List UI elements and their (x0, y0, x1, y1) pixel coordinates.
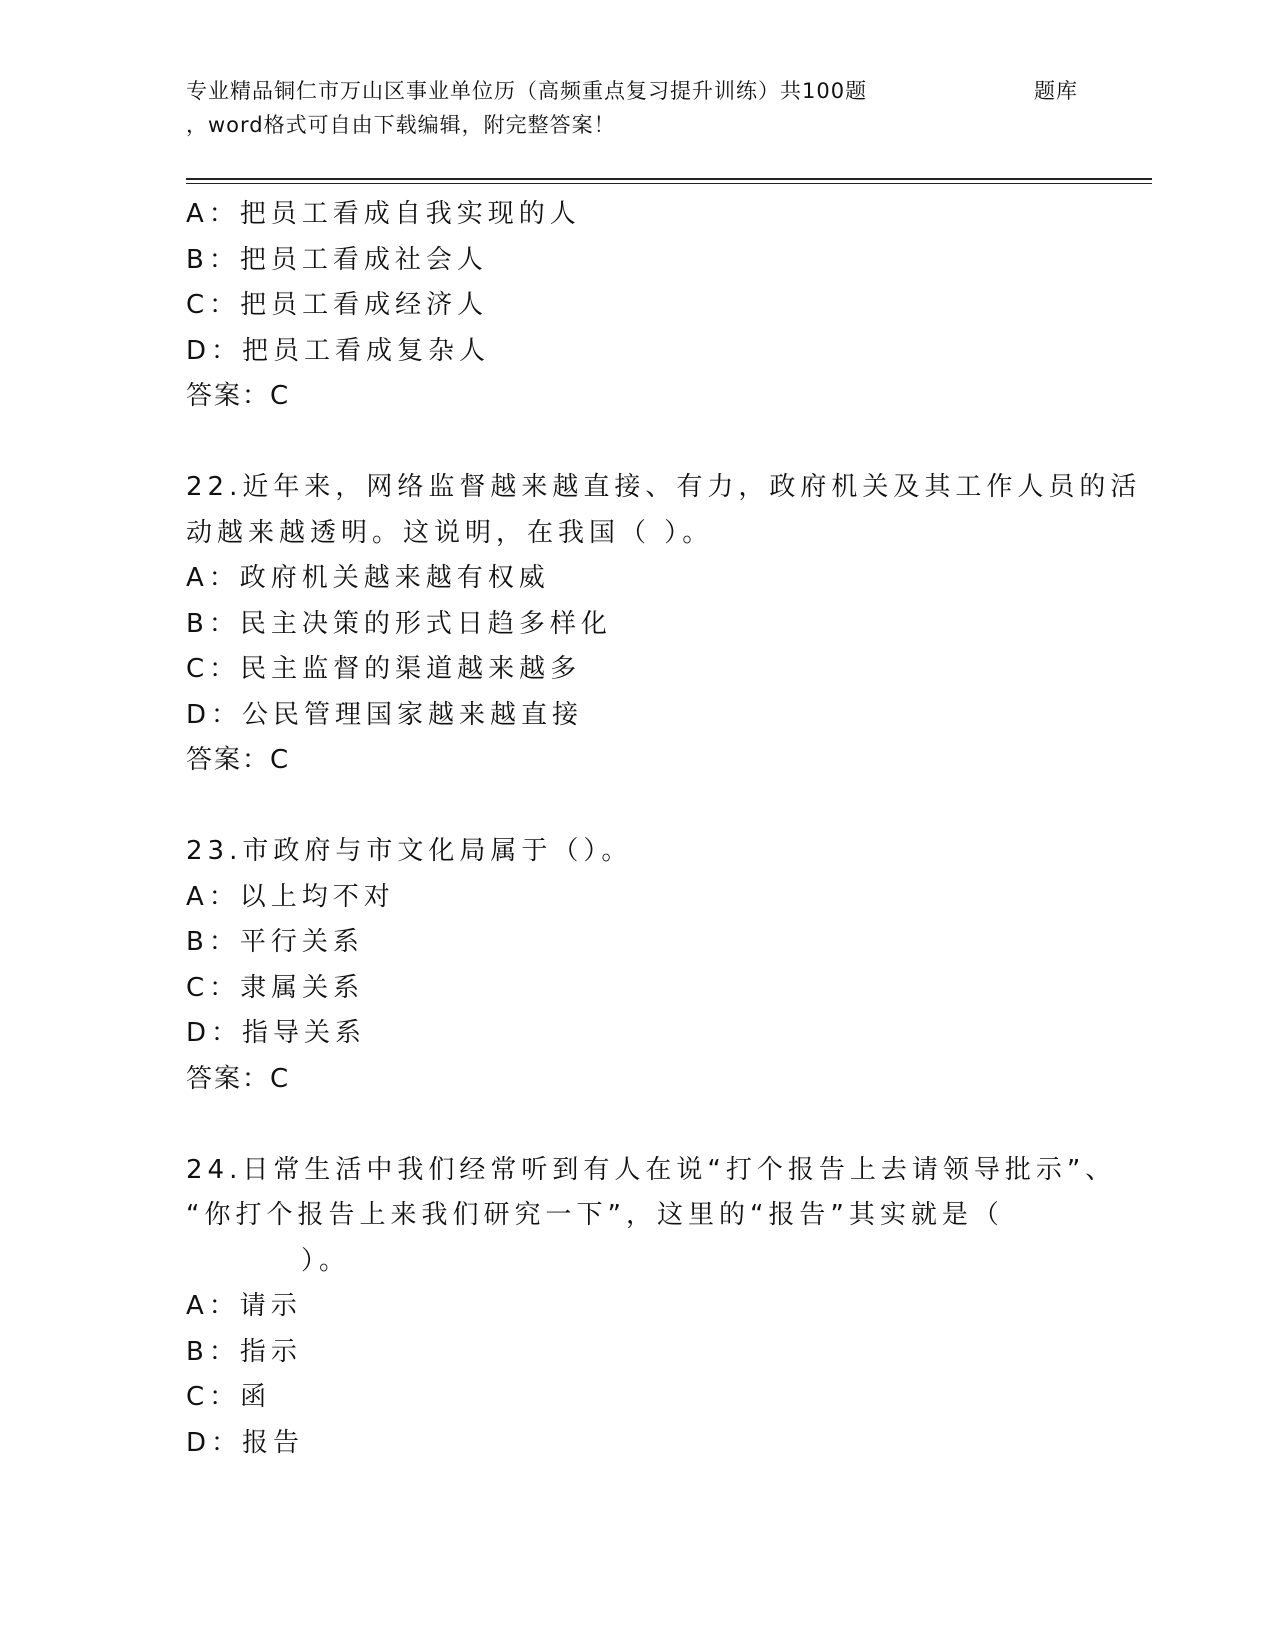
option-d: D：指导关系 (186, 1018, 367, 1048)
header-title-line1 (186, 74, 1086, 108)
question-content (186, 192, 1142, 1466)
option-d: D：公民管理国家越来越直接 (186, 699, 584, 730)
header-title: 专业精品铜仁市万山区事业单位历（高频重点复习提升训练）共100题 (186, 79, 868, 103)
option-b: B：把员工看成社会人 (186, 244, 488, 275)
option-c: C：函 (186, 1382, 272, 1412)
option-b: B：平行关系 (186, 927, 364, 957)
option-d: D：报告 (186, 1427, 305, 1458)
spacer (186, 784, 1086, 830)
answer-text: 答案：C (186, 1063, 291, 1094)
question-stem: “你打个报告上来我们研究一下”，这里的“报告”其实就是（ (186, 1200, 1004, 1230)
header-right-label: 题库 (1034, 79, 1078, 103)
option-a: A：请示 (186, 1291, 302, 1321)
answer-text: 答案：C (186, 745, 291, 775)
option-c: C：把员工看成经济人 (186, 290, 489, 320)
option-c: C：民主监督的渠道越来越多 (186, 654, 582, 684)
option-c: C：隶属关系 (186, 972, 365, 1003)
spacer (186, 420, 1086, 466)
page-header (186, 74, 1086, 142)
option-b: B：指示 (186, 1336, 302, 1367)
question-stem: 23.市政府与市文化局属于（）。 (186, 836, 633, 866)
option-a: A：把员工看成自我实现的人 (186, 199, 581, 229)
question-stem: 动越来越透明。这说明，在我国（ ）。 (186, 517, 714, 548)
header-rule-thin (186, 183, 1152, 184)
header-rule-thick (186, 178, 1152, 180)
header-title-line2: ，word格式可自由下载编辑，附完整答案！ (186, 113, 616, 137)
option-a: A：政府机关越来越有权威 (186, 563, 550, 593)
question-stem: 22.近年来，网络监督越来越直接、有力，政府机关及其工作人员的活 (186, 472, 1142, 502)
spacer (186, 1102, 1086, 1148)
question-stem: ）。 (301, 1245, 351, 1276)
question-stem: 24.日常生活中我们经常听到有人在说“打个报告上去请领导批示”、 (186, 1154, 1117, 1185)
option-d: D：把员工看成复杂人 (186, 335, 491, 366)
answer-text: 答案：C (186, 381, 291, 411)
option-a: A：以上均不对 (186, 881, 395, 912)
option-b: B：民主决策的形式日趋多样化 (186, 608, 612, 639)
